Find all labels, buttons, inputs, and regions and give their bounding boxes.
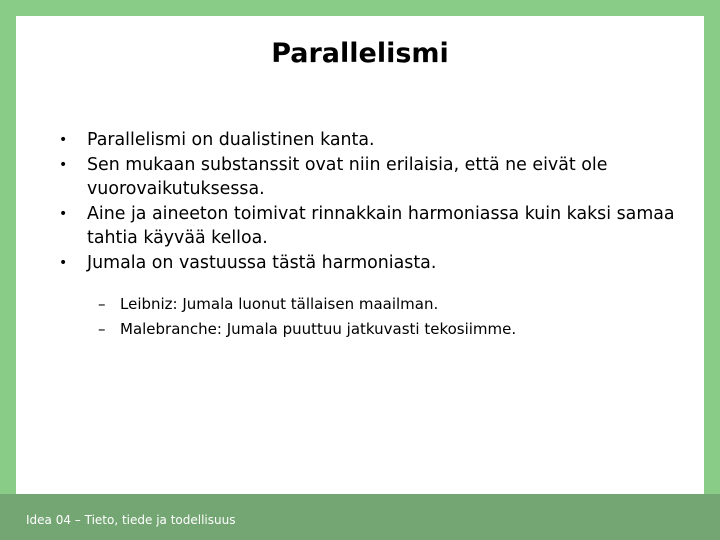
bullet-item — [56, 153, 686, 202]
bullet-dot-icon: • — [59, 254, 68, 271]
bullet-dot-icon: • — [59, 156, 68, 173]
slide-canvas — [16, 16, 704, 494]
bullet-text: Aine ja aineeton toimivat rinnakkain harmoniassa kuin kaksi samaa tahtia käyvää kelloa. — [87, 203, 675, 248]
bullet-item — [56, 251, 686, 276]
footer-text: Idea 04 – Tieto, tiede ja todellisuus — [26, 513, 236, 527]
slide-title: Parallelismi — [271, 38, 449, 69]
bullet-dot-icon: • — [59, 205, 68, 222]
bullet-text: Jumala on vastuussa tästä harmoniasta. — [87, 252, 437, 273]
bullet-text: Sen mukaan substanssit ovat niin erilaisia, että ne eivät ole vuorovaikutuksessa. — [87, 154, 608, 199]
bullet-item — [56, 202, 686, 251]
footer-bar — [0, 494, 720, 540]
bullet-dot-icon: • — [59, 132, 68, 148]
subbullet-text: Malebranche: Jumala puuttuu jatkuvasti tekosiimme. — [120, 320, 517, 338]
bullet-item — [56, 128, 686, 153]
dash-icon: – — [98, 295, 106, 313]
subbullet-item — [98, 317, 698, 342]
subbullet-text: Leibniz: Jumala luonut tällaisen maailman. — [120, 295, 439, 313]
dash-icon: – — [98, 320, 106, 338]
subbullet-item — [98, 292, 698, 317]
bullet-list — [56, 128, 686, 275]
subbullet-list — [98, 292, 698, 342]
bullet-text: Parallelismi on dualistinen kanta. — [87, 130, 375, 150]
